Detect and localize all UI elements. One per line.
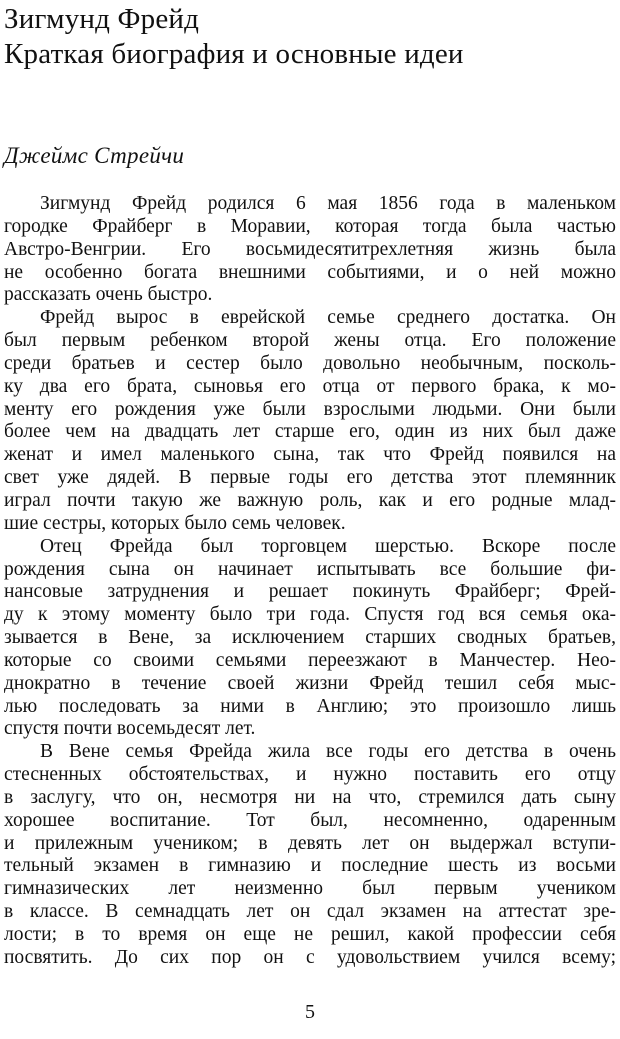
paragraph — [4, 741, 616, 969]
text-line: рассказать очень быстро. — [4, 284, 213, 306]
text-line: менту его рождения уже были взрослыми людьми. Они были — [4, 398, 616, 420]
text-line: городке Фрайберг в Моравии, которая тогда была частью — [4, 215, 616, 237]
text-line: в заслугу, что он, несмотря ни на что, стремился дать сыну — [4, 786, 616, 808]
text-line: ду к этому моменту было три года. Спустя год вся семья ока- — [4, 604, 616, 626]
text-line: ку два его брата, сыновья его отца от первого брака, к мо- — [4, 375, 616, 397]
paragraph — [4, 307, 616, 535]
text-line: более чем на двадцать лет старше его, один из них был даже — [4, 421, 616, 443]
text-line: тельный экзамен в гимназию и последние шесть из восьми — [4, 855, 616, 877]
text-line: лости; в то время он еще не решил, какой профессии себя — [4, 924, 616, 945]
body-text — [4, 193, 616, 970]
paragraph — [4, 536, 616, 742]
text-line: лью последовать за ними в Англию; это произошло лишь — [4, 695, 616, 717]
text-line: Отец Фрейда был торговцем шерстью. Вскоре после — [40, 535, 616, 557]
chapter-title — [4, 2, 616, 72]
text-line: свет уже дядей. В первые годы его детства этот племянник — [4, 467, 616, 489]
chapter-title-line-2: Краткая биография и основные идеи — [4, 38, 464, 70]
text-line: и прилежным учеником; в девять лет он выдержал вступи- — [4, 832, 616, 854]
text-line: Зигмунд Фрейд родился 6 мая 1856 года в маленьком — [40, 193, 616, 214]
text-line: был первым ребенком второй жены отца. Его положение — [4, 330, 616, 352]
text-line: нансовые затруднения и решает покинуть Фрайберг; Фрей- — [4, 581, 616, 603]
text-line: днократно в течение своей жизни Фрейд тешил себя мыс- — [4, 672, 616, 694]
chapter-title-line-1: Зигмунд Фрейд — [4, 3, 200, 35]
text-line: Австро-Венгрии. Его восьмидесятитрехлетняя жизнь была — [4, 238, 616, 260]
page-number: 5 — [305, 1001, 315, 1023]
text-line: шие сестры, которых было семь человек. — [4, 512, 346, 534]
text-line: Фрейд вырос в еврейской семье среднего достатка. Он — [40, 307, 616, 329]
author-name: Джеймс Стрейчи — [4, 143, 185, 168]
paragraph — [4, 193, 616, 307]
text-line: стесненных обстоятельствах, и нужно поставить его отцу — [4, 764, 616, 786]
text-line: хорошее воспитание. Тот был, несомненно, одаренным — [4, 809, 616, 831]
text-line: в классе. В семнадцать лет он сдал экзамен на аттестат зре- — [4, 901, 616, 923]
text-line: которые со своими семьями переезжают в Манчестер. Нео- — [4, 649, 616, 671]
text-line: рождения сына он начинает испытывать все большие фи- — [4, 558, 616, 580]
text-line: играл почти такую же важную роль, как и его родные млад- — [4, 489, 616, 511]
text-line: спустя почти восемьдесят лет. — [4, 718, 256, 740]
text-line: зывается в Вене, за исключением старших сводных братьев, — [4, 627, 616, 649]
text-line: В Вене семья Фрейда жила все годы его детства в очень — [40, 741, 616, 763]
text-line: женат и имел маленького сына, так что Фрейд появился на — [4, 444, 616, 466]
text-line: среди братьев и сестер было довольно необычным, посколь- — [4, 352, 616, 374]
text-line: гимназических лет неизменно был первым учеником — [4, 878, 616, 900]
text-line: не особенно богата внешними событиями, и о ней можно — [4, 261, 616, 283]
text-line: посвятить. До сих пор он с удовольствием учился всему; — [4, 946, 616, 968]
